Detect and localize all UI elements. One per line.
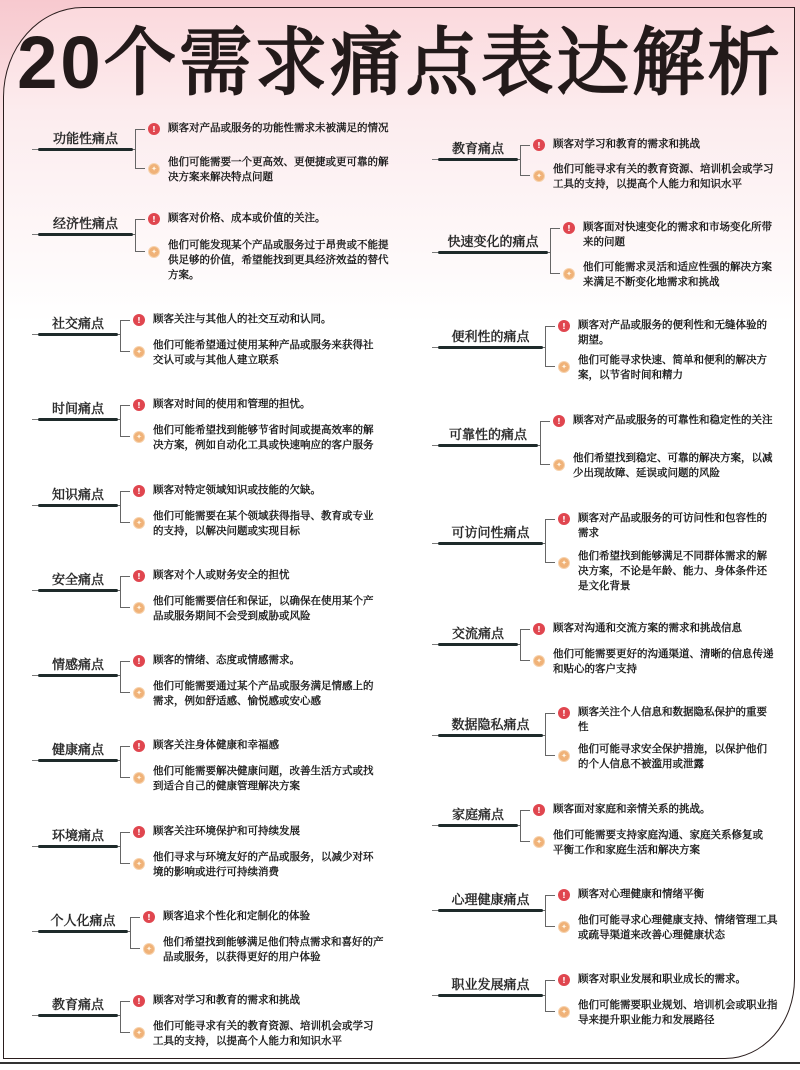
problem-text: 顾客对产品或服务的可访问性和包容性的需求 — [578, 512, 767, 539]
lightbulb-icon: ✦ — [533, 170, 545, 182]
branch-line — [438, 444, 538, 447]
branch-bracket — [120, 320, 130, 352]
branch-line — [438, 643, 518, 646]
branch-bracket — [550, 228, 560, 274]
lightbulb-icon: ✦ — [563, 268, 575, 280]
problem-text: 顾客面对家庭和亲情关系的挑战。 — [553, 803, 711, 815]
branch-connector — [118, 590, 121, 591]
problem-text: 顾客关注身体健康和幸福感 — [153, 739, 279, 751]
alert-icon: ! — [133, 485, 145, 497]
alert-icon: ! — [563, 222, 575, 234]
lightbulb-icon: ✦ — [133, 431, 145, 443]
pain-point-topic: 职业发展痛点 — [451, 978, 530, 993]
branch-line — [38, 930, 128, 933]
branch-bracket — [135, 129, 145, 169]
problem-text: 顾客对个人或财务安全的担忧 — [153, 569, 290, 581]
branch-connector — [518, 159, 521, 160]
branch-line — [38, 418, 118, 421]
pain-point-topic: 功能性痛点 — [52, 132, 118, 147]
branch-line — [38, 504, 118, 507]
alert-icon: ! — [558, 889, 570, 901]
pain-point-topic: 交流痛点 — [451, 627, 504, 642]
branch-line — [38, 589, 118, 592]
branch-line — [438, 824, 518, 827]
lightbulb-icon: ✦ — [558, 921, 570, 933]
lightbulb-icon: ✦ — [558, 557, 570, 569]
pain-point-topic: 快速变化的痛点 — [447, 235, 539, 250]
lightbulb-icon: ✦ — [133, 687, 145, 699]
alert-icon: ! — [148, 123, 160, 135]
pain-point-topic: 健康痛点 — [51, 743, 104, 758]
alert-icon: ! — [553, 415, 565, 427]
problem-text: 顾客对职业发展和职业成长的需求。 — [578, 973, 746, 985]
solution-text: 他们可能需要一个更高效、更便捷或更可靠的解决方案来解决特点问题 — [168, 156, 389, 183]
branch-line — [38, 233, 133, 236]
branch-connector — [133, 234, 136, 235]
branch-connector — [518, 825, 521, 826]
branch-bracket — [520, 145, 530, 176]
alert-icon: ! — [133, 314, 145, 326]
solution-text: 他们可能需求灵活和适应性强的解决方案来满足不断变化地需求和挑战 — [583, 261, 772, 288]
solution-text: 他们可能寻求安全保护措施，以保护他们的个人信息不被滥用或泄露 — [578, 743, 767, 770]
pain-point-topic: 知识痛点 — [51, 488, 104, 503]
problem-text: 顾客关注环境保护和可持续发展 — [153, 825, 300, 837]
solution-text: 他们可能需要职业规划、培训机会或职业指导来提升职业能力和发展路径 — [578, 999, 778, 1026]
lightbulb-icon: ✦ — [533, 836, 545, 848]
alert-icon: ! — [133, 570, 145, 582]
branch-bracket — [540, 421, 550, 465]
solution-text: 他们可能希望找到能够节省时间或提高效率的解决方案，例如自动化工具或快速响应的客户服务 — [153, 424, 374, 451]
lightbulb-icon: ✦ — [148, 246, 160, 258]
branch-bracket — [120, 1001, 130, 1033]
branch-line — [438, 909, 543, 912]
branch-line — [38, 333, 118, 336]
pain-point-topic: 环境痛点 — [51, 829, 104, 844]
branch-line — [438, 734, 543, 737]
branch-bracket — [120, 832, 130, 864]
alert-icon: ! — [533, 623, 545, 635]
problem-text: 顾客对时间的使用和管理的担忧。 — [153, 398, 311, 410]
branch-line — [438, 346, 543, 349]
alert-icon: ! — [143, 911, 155, 923]
alert-icon: ! — [533, 139, 545, 151]
branch-line — [438, 158, 518, 161]
solution-text: 他们可能需要信任和保证，以确保在使用某个产品或服务期间不会受到威胁或风险 — [153, 595, 374, 622]
branch-connector — [118, 846, 121, 847]
problem-text: 顾客追求个性化和定制化的体验 — [163, 910, 310, 922]
alert-icon: ! — [133, 740, 145, 752]
solution-text: 他们可能需要更好的沟通渠道、清晰的信息传递和贴心的客户支持 — [553, 648, 774, 675]
branch-bracket — [545, 713, 555, 756]
solution-text: 他们希望找到能够满足他们特点需求和喜好的产品或服务，以获得更好的用户体验 — [163, 936, 384, 963]
branch-line — [38, 148, 133, 151]
branch-bracket — [130, 917, 140, 949]
alert-icon: ! — [133, 655, 145, 667]
branch-bracket — [545, 519, 555, 563]
problem-text: 顾客对学习和教育的需求和挑战 — [553, 138, 700, 150]
alert-icon: ! — [133, 399, 145, 411]
lightbulb-icon: ✦ — [558, 361, 570, 373]
branch-connector — [128, 931, 131, 932]
problem-text: 顾客对心理健康和情绪平衡 — [578, 888, 704, 900]
alert-icon: ! — [558, 320, 570, 332]
branch-bracket — [545, 326, 555, 367]
branch-connector — [543, 995, 546, 996]
solution-text: 他们可能需要在某个领域获得指导、教育或专业的支持，以解决问题或实现目标 — [153, 510, 374, 537]
page-title: 20个需求痛点表达解析 — [17, 21, 783, 104]
solution-text: 他们可能需要解决健康问题，改善生活方式或找到适合自己的健康管理解决方案 — [153, 765, 374, 792]
alert-icon: ! — [558, 707, 570, 719]
solution-text: 他们可能寻求有关的教育资源、培训机会或学习工具的支持，以提高个人能力和知识水平 — [553, 163, 774, 190]
lightbulb-icon: ✦ — [533, 655, 545, 667]
solution-text: 他们可能发现某个产品或服务过于昂贵或不能提供足够的价值，希望能找到更具经济效益的替代方案。 — [168, 239, 389, 281]
branch-connector — [518, 644, 521, 645]
problem-text: 顾客对沟通和交流方案的需求和挑战信息 — [553, 622, 742, 634]
lightbulb-icon: ✦ — [553, 459, 565, 471]
branch-bracket — [120, 405, 130, 437]
lightbulb-icon: ✦ — [133, 858, 145, 870]
branch-bracket — [120, 746, 130, 778]
problem-text: 顾客对学习和教育的需求和挑战 — [153, 994, 300, 1006]
branch-line — [38, 1014, 118, 1017]
solution-text: 他们可能寻求快速、简单和便利的解决方案，以节省时间和精力 — [578, 354, 767, 381]
alert-icon: ! — [558, 974, 570, 986]
solution-text: 他们可能寻求有关的教育资源、培训机会或学习工具的支持，以提高个人能力和知识水平 — [153, 1020, 374, 1047]
bottom-bar — [0, 1062, 800, 1070]
problem-text: 顾客关注个人信息和数据隐私保护的重要性 — [578, 706, 767, 733]
pain-point-topic: 家庭痛点 — [451, 808, 504, 823]
branch-bracket — [520, 810, 530, 842]
branch-connector — [548, 252, 551, 253]
branch-connector — [118, 675, 121, 676]
branch-bracket — [520, 629, 530, 661]
pain-point-topic: 时间痛点 — [51, 402, 104, 417]
branch-connector — [543, 347, 546, 348]
branch-connector — [118, 760, 121, 761]
branch-bracket — [120, 661, 130, 693]
pain-point-topic: 经济性痛点 — [52, 217, 118, 232]
lightbulb-icon: ✦ — [133, 517, 145, 529]
branch-bracket — [120, 576, 130, 608]
problem-text: 顾客对特定领域知识或技能的欠缺。 — [153, 484, 321, 496]
branch-connector — [118, 505, 121, 506]
branch-line — [38, 845, 118, 848]
lightbulb-icon: ✦ — [143, 943, 155, 955]
lightbulb-icon: ✦ — [558, 1006, 570, 1018]
solution-text: 他们希望找到稳定、可靠的解决方案，以减少出现故障、延误或问题的风险 — [573, 452, 773, 479]
lightbulb-icon: ✦ — [148, 163, 160, 175]
solution-text: 他们可能希望通过使用某种产品或服务来获得社交认可或与其他人建立联系 — [153, 339, 374, 366]
lightbulb-icon: ✦ — [133, 346, 145, 358]
branch-line — [438, 251, 548, 254]
problem-text: 顾客面对快速变化的需求和市场变化所带来的问题 — [583, 221, 772, 248]
alert-icon: ! — [533, 804, 545, 816]
branch-bracket — [545, 895, 555, 927]
branch-bracket — [545, 980, 555, 1012]
branch-connector — [538, 445, 541, 446]
branch-bracket — [120, 491, 130, 523]
branch-line — [38, 759, 118, 762]
branch-connector — [118, 1015, 121, 1016]
problem-text: 顾客对产品或服务的便利性和无缝体验的期望。 — [578, 319, 767, 346]
problem-text: 顾客对产品或服务的可靠性和稳定性的关注 — [573, 414, 773, 426]
pain-point-topic: 教育痛点 — [51, 998, 104, 1013]
branch-connector — [543, 910, 546, 911]
pain-point-topic: 便利性的痛点 — [451, 330, 530, 345]
branch-bracket — [135, 219, 145, 252]
pain-point-topic: 可访问性痛点 — [451, 526, 530, 541]
alert-icon: ! — [148, 213, 160, 225]
branch-connector — [543, 543, 546, 544]
solution-text: 他们希望找到能够满足不同群体需求的解决方案，不论是年龄、能力、身体条件还是文化背景 — [578, 550, 767, 592]
lightbulb-icon: ✦ — [558, 750, 570, 762]
pain-point-topic: 心理健康痛点 — [451, 893, 530, 908]
branch-line — [438, 994, 543, 997]
problem-text: 顾客对价格、成本或价值的关注。 — [168, 212, 326, 224]
alert-icon: ! — [558, 513, 570, 525]
pain-point-topic: 可靠性的痛点 — [448, 428, 527, 443]
problem-text: 顾客对产品或服务的功能性需求未被满足的情况 — [168, 122, 389, 134]
pain-point-topic: 安全痛点 — [51, 573, 104, 588]
lightbulb-icon: ✦ — [133, 1027, 145, 1039]
solution-text: 他们可能需要支持家庭沟通、家庭关系修复或平衡工作和家庭生活和解决方案 — [553, 829, 763, 856]
branch-connector — [118, 419, 121, 420]
pain-point-topic: 情感痛点 — [51, 658, 104, 673]
solution-text: 他们寻求与环境友好的产品或服务，以减少对环境的影响或进行可持续消费 — [153, 851, 374, 878]
branch-line — [38, 674, 118, 677]
branch-connector — [118, 334, 121, 335]
lightbulb-icon: ✦ — [133, 602, 145, 614]
pain-point-topic: 教育痛点 — [451, 142, 504, 157]
alert-icon: ! — [133, 826, 145, 838]
pain-point-topic: 个人化痛点 — [50, 914, 116, 929]
problem-text: 顾客的情绪、态度或情感需求。 — [153, 654, 300, 666]
lightbulb-icon: ✦ — [133, 772, 145, 784]
alert-icon: ! — [133, 995, 145, 1007]
solution-text: 他们可能需要通过某个产品或服务满足情感上的需求，例如舒适感、愉悦感或安心感 — [153, 680, 374, 707]
pain-point-topic: 数据隐私痛点 — [451, 718, 530, 733]
problem-text: 顾客关注与其他人的社交互动和认同。 — [153, 313, 332, 325]
branch-connector — [133, 149, 136, 150]
branch-connector — [543, 735, 546, 736]
branch-line — [438, 542, 543, 545]
pain-point-topic: 社交痛点 — [51, 317, 104, 332]
solution-text: 他们可能寻求心理健康支持、情绪管理工具或疏导渠道来改善心理健康状态 — [578, 914, 778, 941]
